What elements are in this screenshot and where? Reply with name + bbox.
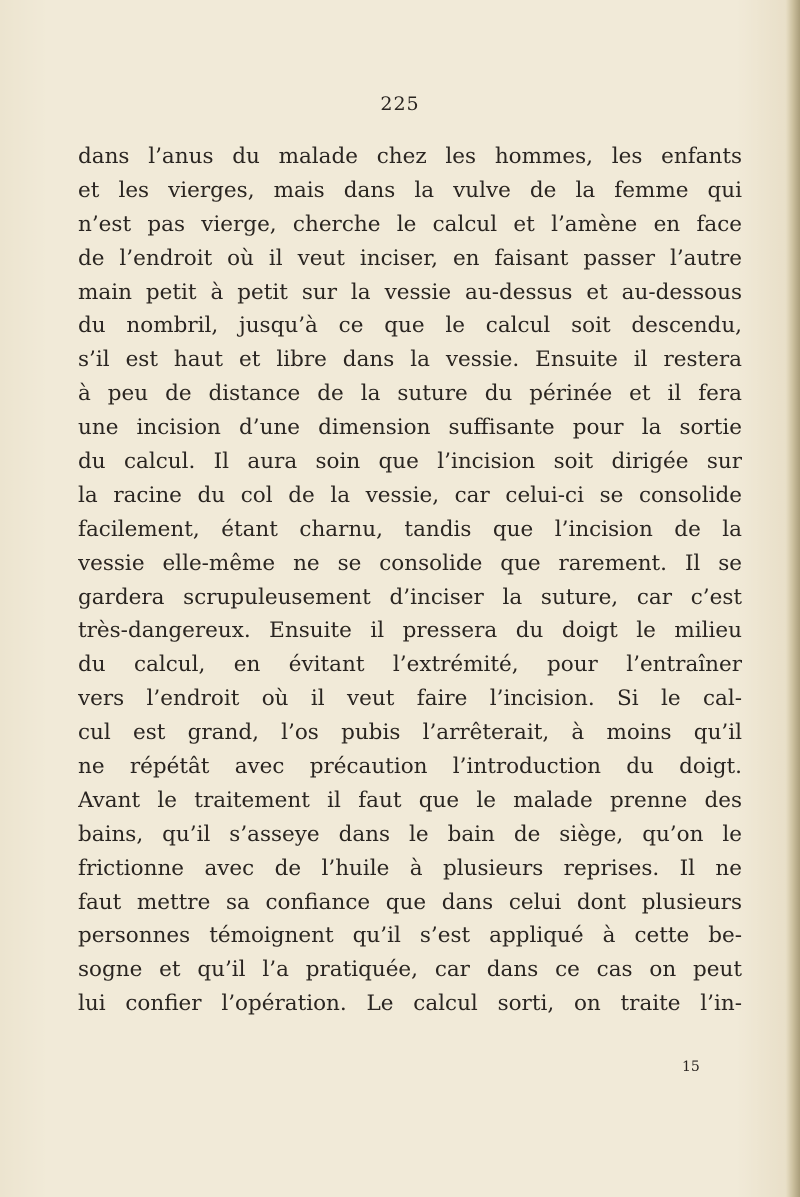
text-line: du nombril, jusqu’à ce que le calcul soit descendu, — [78, 313, 742, 339]
text-line: Avant le traitement il faut que le malade prenne des — [78, 787, 742, 813]
page-edge — [786, 0, 800, 1197]
text-line: et les vierges, mais dans la vulve de la femme qui — [78, 177, 742, 203]
text-line: sogne et qu’il l’a pratiquée, car dans ce cas on peut — [78, 957, 742, 983]
text-line: bains, qu’il s’asseye dans le bain de siège, qu’on le — [78, 821, 742, 847]
text-line: s’il est haut et libre dans la vessie. Ensuite il restera — [78, 347, 742, 373]
text-line: personnes témoignent qu’il s’est appliqué à cette be- — [78, 923, 742, 949]
page-number: 225 — [380, 93, 420, 115]
text-line: du calcul, en évitant l’extrémité, pour l’entraîner — [78, 652, 742, 678]
text-line: dans l’anus du malade chez les hommes, les enfants — [78, 144, 742, 169]
text-line: main petit à petit sur la vessie au-dessus et au-dessous — [78, 279, 742, 305]
text-line: cul est grand, l’os pubis l’arrêterait, à moins qu’il — [78, 720, 742, 746]
text-line: du calcul. Il aura soin que l’incision soit dirigée sur — [78, 449, 742, 475]
text-line: gardera scrupuleusement d’inciser la suture, car c’est — [78, 584, 742, 610]
text-line: vers l’endroit où il veut faire l’incision. Si le cal- — [78, 686, 742, 712]
body-text — [78, 140, 742, 1021]
text-line: lui confier l’opération. Le calcul sorti, on traite l’in- — [78, 991, 742, 1017]
text-line: la racine du col de la vessie, car celui-ci se consolide — [78, 482, 742, 508]
text-line: vessie elle-même ne se consolide que rarement. Il se — [78, 550, 742, 576]
text-line: facilement, étant charnu, tandis que l’incision de la — [78, 516, 742, 542]
text-line: frictionne avec de l’huile à plusieurs reprises. Il ne — [78, 855, 742, 881]
text-line: faut mettre sa confiance que dans celui dont plusieurs — [78, 889, 742, 915]
text-line: n’est pas vierge, cherche le calcul et l’amène en face — [78, 211, 742, 237]
signature-mark: 15 — [682, 1059, 700, 1075]
text-line: ne répétât avec précaution l’introduction du doigt. — [78, 754, 742, 780]
text-line: à peu de distance de la suture du périnée et il fera — [78, 381, 742, 407]
text-line: de l’endroit où il veut inciser, en faisant passer l’autre — [78, 245, 742, 271]
text-line: très-dangereux. Ensuite il pressera du doigt le milieu — [78, 618, 742, 644]
text-line: une incision d’une dimension suffisante pour la sortie — [78, 415, 742, 441]
